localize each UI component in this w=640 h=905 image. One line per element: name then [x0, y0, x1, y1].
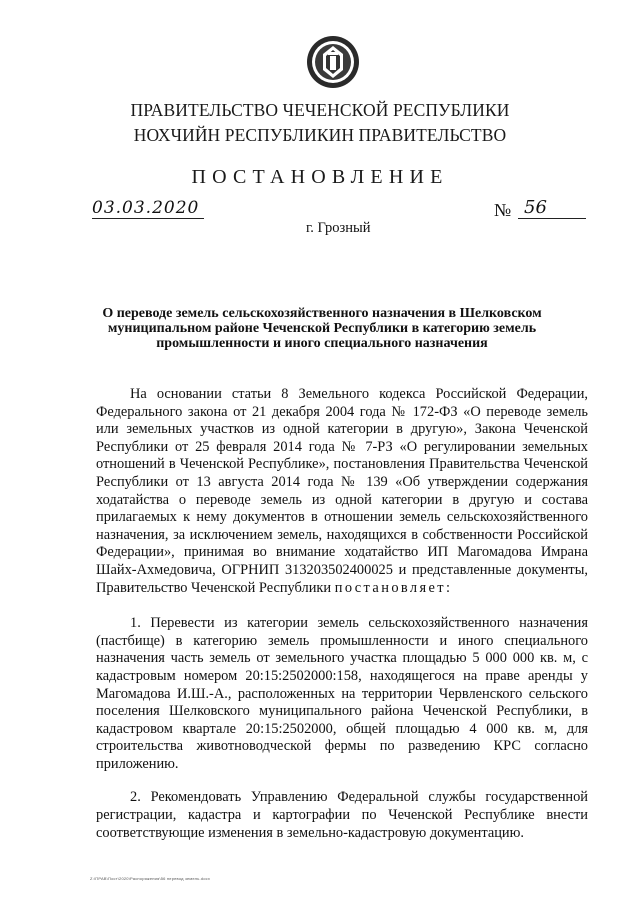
paragraph-item-2: 2. Рекомендовать Управлению Федеральной службы государственной регистрации, кадастра и картографии по Чеченской Республике внести соответствующие изменения в земельно-кадастровую документацию.: [96, 789, 588, 841]
document-number-label: №: [494, 200, 512, 220]
government-name-russian: ПРАВИТЕЛЬСТВО ЧЕЧЕНСКОЙ РЕСПУБЛИКИ: [130, 100, 510, 120]
file-path-footer: Z:\ПРАВ\Пост\2020\Распоряжения\56 перевод земель.docx: [90, 876, 211, 881]
government-name-chechen: НОХЧИЙН РЕСПУБЛИКИН ПРАВИТЕЛЬСТВО: [133, 125, 507, 145]
paragraph-preamble: [96, 386, 588, 597]
document-number: 56: [518, 198, 586, 219]
document-title: ПОСТАНОВЛЕНИЕ: [191, 166, 449, 188]
coat-of-arms-icon: [305, 34, 361, 90]
document-city: г. Грозный: [306, 220, 371, 236]
resolves-word: постановляет:: [334, 579, 453, 596]
document-heading: О переводе земель сельскохозяйственного назначения в Шелковском муниципальном районе Чеченской Республики в категорию земель промышленности и иного специального назначения: [102, 306, 542, 351]
document-date: 03.03.2020: [92, 198, 204, 219]
paragraph-item-1: 1. Перевести из категории земель сельскохозяйственного назначения (пастбище) в категорию земель промышленности и иного специального назначения часть земель от земельного участка площадью 5 000 000 кв. м, с кадастровым номером 20:15:2502000:158, находящегося на праве аренды у Магомадова И.Ш.-А., расположенных на территории Червленского сельского поселения Шелковского муниципального района Чеченской Республики, в кадастровом квартале 20:15:2502000, общей площадью 4 000 кв. м, для строительства животноводческой фермы по разведению КРС согласно приложению.: [96, 615, 588, 772]
document-body: [96, 386, 588, 842]
preamble-text: На основании статьи 8 Земельного кодекса Российской Федерации, Федерального закона от 21 декабря 2004 года № 172-ФЗ «О переводе земель или земельных участков из одной категории в другую», Закона Чеченской Республики от 25 февраля 2014 года № 7-РЗ «О регулировании земельных отношений в Чеченской Республике», постановления Правительства Чеченской Республики от 13 августа 2014 года № 139 «Об утверждении содержания ходатайства о переводе земель из одной категории в другую и состава прилагаемых к нему документов в отношении земель сельскохозяйственного назначения, за исключением земель, находящихся в собственности Российской Федерации», принимая во внимание ходатайство ИП Магомадова Имрана Шайх-Ахмедовича, ОГРНИП 313203502400025 и представленные документы, Правительство Чеченской Республики: [96, 386, 588, 596]
